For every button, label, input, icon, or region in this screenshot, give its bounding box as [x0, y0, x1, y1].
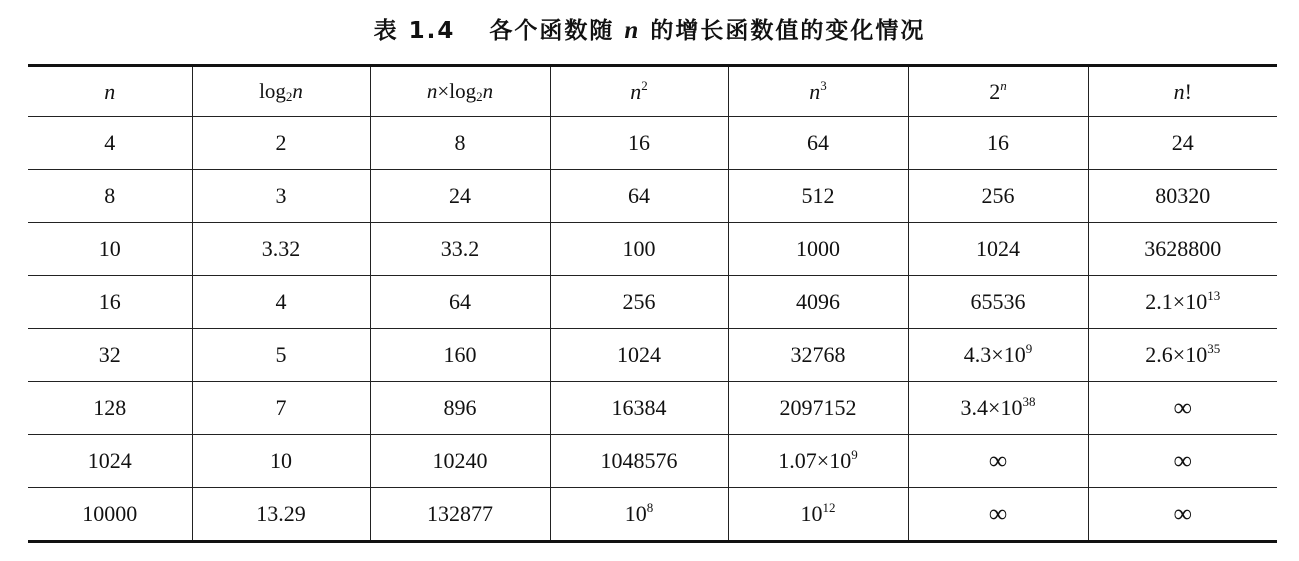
- table-cell: 4: [192, 276, 370, 329]
- header-n-cubed: $n^3$: [728, 66, 908, 117]
- table-cell: 64: [728, 117, 908, 170]
- table-cell: 128: [28, 382, 192, 435]
- table-cell: 24: [1088, 117, 1277, 170]
- table-cell: 1024: [908, 223, 1088, 276]
- table-cell: 132877: [370, 488, 550, 542]
- table-cell: ∞: [908, 435, 1088, 488]
- table-cell: 2097152: [728, 382, 908, 435]
- table-cell: 10000: [28, 488, 192, 542]
- table-cell: $10^{12}$: [728, 488, 908, 542]
- table-cell: 10: [192, 435, 370, 488]
- table-cell: 3628800: [1088, 223, 1277, 276]
- header-log2n: $\log_2n$: [192, 66, 370, 117]
- table-cell: 13.29: [192, 488, 370, 542]
- table-cell: 256: [550, 276, 728, 329]
- table-cell: $3.4\times 10^{38}$: [908, 382, 1088, 435]
- table-cell: ∞: [1088, 435, 1277, 488]
- table-cell: 32768: [728, 329, 908, 382]
- table-cell: 80320: [1088, 170, 1277, 223]
- table-cell: 2: [192, 117, 370, 170]
- caption-number: 表 1.4: [373, 18, 456, 44]
- table-row: [28, 382, 1277, 435]
- table-row: [28, 488, 1277, 542]
- table-row: [28, 276, 1277, 329]
- table-cell: 896: [370, 382, 550, 435]
- table-cell: 4: [28, 117, 192, 170]
- header-n: n: [28, 66, 192, 117]
- table-cell: $10^8$: [550, 488, 728, 542]
- table-cell: 10: [28, 223, 192, 276]
- table-cell: ∞: [908, 488, 1088, 542]
- table-cell: $2.1\times 10^{13}$: [1088, 276, 1277, 329]
- table-row: [28, 435, 1277, 488]
- table-cell: 1024: [550, 329, 728, 382]
- table-row: [28, 223, 1277, 276]
- header-n-factorial: n!: [1088, 66, 1277, 117]
- header-nlog2n: $n\times\log_2n$: [370, 66, 550, 117]
- table-cell: 16384: [550, 382, 728, 435]
- growth-table: [28, 64, 1277, 543]
- header-n-squared: $n^2$: [550, 66, 728, 117]
- table-cell: $1.07\times 10^9$: [728, 435, 908, 488]
- table-cell: ∞: [1088, 382, 1277, 435]
- table-cell: 33.2: [370, 223, 550, 276]
- header-row: [28, 66, 1277, 117]
- table-cell: $4.3\times 10^9$: [908, 329, 1088, 382]
- table-row: [28, 117, 1277, 170]
- table-row: [28, 329, 1277, 382]
- table-cell: 65536: [908, 276, 1088, 329]
- table-cell: 64: [370, 276, 550, 329]
- table-cell: 1000: [728, 223, 908, 276]
- table-caption: [0, 16, 1299, 46]
- table-cell: 1024: [28, 435, 192, 488]
- table-cell: 24: [370, 170, 550, 223]
- table-cell: 8: [370, 117, 550, 170]
- table-row: [28, 170, 1277, 223]
- table-cell: 7: [192, 382, 370, 435]
- table-cell: 100: [550, 223, 728, 276]
- table-cell: 256: [908, 170, 1088, 223]
- header-two-to-n: 2$^n$: [908, 66, 1088, 117]
- table-cell: $2.6\times 10^{35}$: [1088, 329, 1277, 382]
- caption-variable: n: [624, 17, 641, 44]
- caption-text-before: 各个函数随: [489, 18, 615, 44]
- table-cell: 8: [28, 170, 192, 223]
- table-cell: 5: [192, 329, 370, 382]
- table-cell: 32: [28, 329, 192, 382]
- table-cell: 16: [908, 117, 1088, 170]
- table-cell: 3.32: [192, 223, 370, 276]
- table-cell: 1048576: [550, 435, 728, 488]
- table-cell: ∞: [1088, 488, 1277, 542]
- table-cell: 64: [550, 170, 728, 223]
- table-cell: 160: [370, 329, 550, 382]
- table-cell: 3: [192, 170, 370, 223]
- table-cell: 16: [550, 117, 728, 170]
- caption-text-after: 的增长函数值的变化情况: [650, 18, 926, 44]
- table-cell: 512: [728, 170, 908, 223]
- table-cell: 16: [28, 276, 192, 329]
- table-cell: 4096: [728, 276, 908, 329]
- table-cell: 10240: [370, 435, 550, 488]
